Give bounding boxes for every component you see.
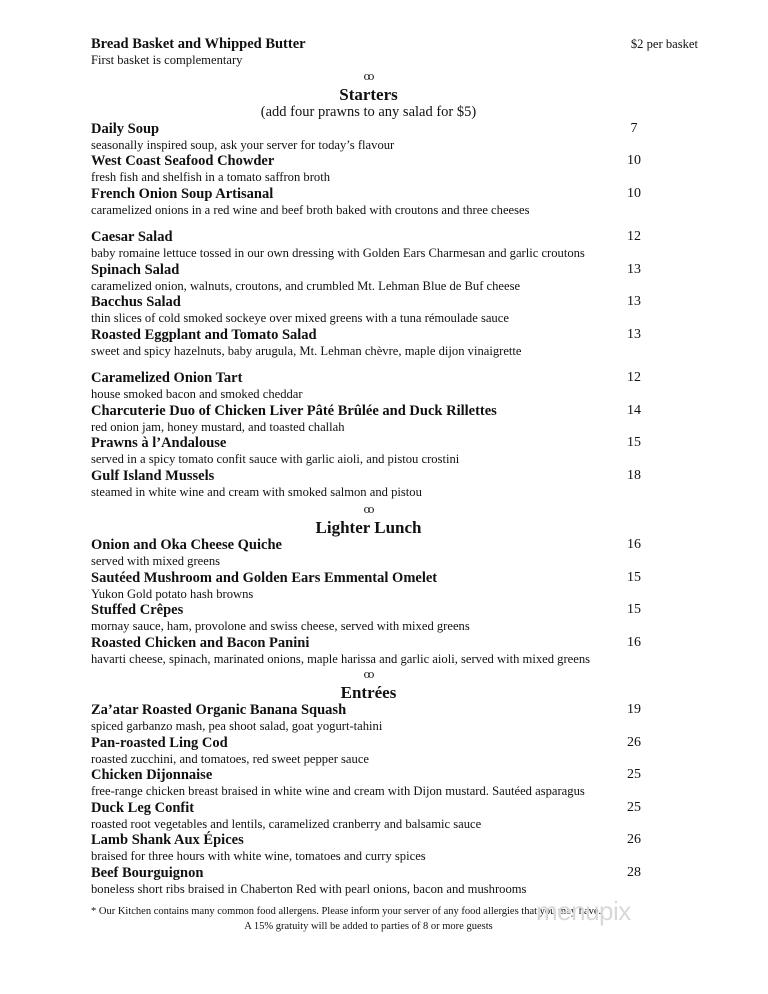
menu-item xyxy=(91,635,646,651)
item-name: Stuffed Crêpes xyxy=(91,602,184,618)
item-price: 13 xyxy=(627,326,641,342)
item-price: 16 xyxy=(627,634,641,650)
item-price: 26 xyxy=(627,832,641,847)
item-name: Roasted Chicken and Bacon Panini xyxy=(91,634,310,651)
item-price: 15 xyxy=(627,602,641,617)
section-title-starters: Starters xyxy=(339,84,398,104)
menu-item xyxy=(91,832,646,848)
entrees-section xyxy=(91,702,646,897)
item-desc: braised for three hours with white wine, tomatoes and curry spices xyxy=(91,849,426,864)
item-desc: mornay sauce, ham, provolone and swiss cheese, served with mixed greens xyxy=(91,619,470,634)
menu-item xyxy=(91,186,646,202)
item-name: Bacchus Salad xyxy=(91,294,181,310)
item-price: 13 xyxy=(627,261,641,277)
menu-item xyxy=(91,229,646,245)
group-spacer xyxy=(91,359,646,370)
menu-item xyxy=(91,435,646,451)
item-name: Gulf Island Mussels xyxy=(91,467,215,484)
item-name: Chicken Dijonnaise xyxy=(91,767,213,783)
menu-item xyxy=(91,602,646,618)
item-name: Pan-roasted Ling Cod xyxy=(91,734,228,751)
item-name: Prawns à l’Andalouse xyxy=(91,435,227,451)
item-desc: havarti cheese, spinach, marinated onions, maple harissa and garlic aioli, served with mixed greens xyxy=(91,651,591,666)
menu-item xyxy=(91,800,646,816)
menu-item xyxy=(91,468,646,484)
item-desc: Yukon Gold potato hash browns xyxy=(91,586,254,601)
item-price: 14 xyxy=(627,402,641,418)
ornament-icon: ꝏ xyxy=(363,504,374,516)
item-desc: thin slices of cold smoked sockeye over mixed greens with a tuna rémoulade sauce xyxy=(91,311,509,326)
menu-item xyxy=(91,702,646,718)
item-desc: house smoked bacon and smoked cheddar xyxy=(91,387,303,402)
menu-item xyxy=(91,865,646,881)
item-price: 18 xyxy=(627,467,641,483)
item-name: Caesar Salad xyxy=(91,229,173,245)
item-price: 15 xyxy=(627,435,641,450)
menu-item xyxy=(91,370,646,386)
item-desc: served with mixed greens xyxy=(91,554,221,569)
item-name: Spinach Salad xyxy=(91,261,180,278)
item-desc: caramelized onion, walnuts, croutons, and crumbled Mt. Lehman Blue de Buf cheese xyxy=(91,278,521,293)
item-desc: red onion jam, honey mustard, and toasted challah xyxy=(91,419,345,434)
item-desc: roasted root vegetables and lentils, caramelized cranberry and balsamic sauce xyxy=(91,816,482,831)
item-name: Za’atar Roasted Organic Banana Squash xyxy=(91,702,347,718)
menu-item xyxy=(91,294,646,310)
item-name: Roasted Eggplant and Tomato Salad xyxy=(91,326,317,343)
section-title-entrees: Entrées xyxy=(340,683,397,702)
menu-item xyxy=(91,570,646,586)
item-name: Caramelized Onion Tart xyxy=(91,370,243,386)
item-desc: fresh fish and shelfish in a tomato saffron broth xyxy=(91,170,330,185)
bread-item xyxy=(91,36,698,52)
item-price: 15 xyxy=(627,569,641,585)
item-name: Lamb Shank Aux Épices xyxy=(91,832,244,848)
menu-item xyxy=(91,121,646,137)
allergen-note: * Our Kitchen contains many common food allergens. Please inform your server of any food allergies that you may have. xyxy=(91,906,602,917)
item-name: Charcuterie Duo of Chicken Liver Pâté Brûlée and Duck Rillettes xyxy=(91,402,497,419)
item-desc: sweet and spicy hazelnuts, baby arugula, Mt. Lehman chèvre, maple dijon vinaigrette xyxy=(91,343,522,358)
menu-item xyxy=(91,767,646,783)
gratuity-note: A 15% gratuity will be added to parties of 8 or more guests xyxy=(244,921,493,932)
item-desc: seasonally inspired soup, ask your server for today’s flavour xyxy=(91,137,395,152)
item-name: Daily Soup xyxy=(91,120,160,137)
item-name: Onion and Oka Cheese Quiche xyxy=(91,537,282,553)
item-desc: caramelized onions in a red wine and beef broth baked with croutons and three cheeses xyxy=(91,202,530,217)
item-desc: free-range chicken breast braised in white wine and cream with Dijon mustard. Sautéed asparagus xyxy=(91,784,585,799)
item-price: 7 xyxy=(630,120,638,136)
item-price: 12 xyxy=(627,229,641,244)
item-price: 28 xyxy=(627,864,641,880)
item-name: French Onion Soup Artisanal xyxy=(91,185,274,202)
item-name: Beef Bourguignon xyxy=(91,864,204,881)
menu-item xyxy=(91,262,646,278)
item-price: 16 xyxy=(627,537,641,552)
item-price: 10 xyxy=(627,185,641,201)
watermark: menupix xyxy=(536,896,631,926)
ornament-icon: ꝏ xyxy=(363,669,374,681)
lunch-section xyxy=(91,537,646,667)
item-price: $2 per basket xyxy=(630,37,698,51)
item-price: 26 xyxy=(627,734,641,750)
item-price: 10 xyxy=(627,153,641,168)
item-name: West Coast Seafood Chowder xyxy=(91,153,275,169)
item-price: 25 xyxy=(627,767,641,782)
group-spacer xyxy=(91,218,646,229)
item-desc: boneless short ribs braised in Chaberton Red with pearl onions, bacon and mushrooms xyxy=(91,881,527,896)
menu-item xyxy=(91,403,646,419)
menu-item xyxy=(91,735,646,751)
section-title-lunch: Lighter Lunch xyxy=(315,518,422,537)
item-name: Bread Basket and Whipped Butter xyxy=(91,36,306,52)
ornament-icon: ꝏ xyxy=(363,70,374,83)
item-desc: First basket is complementary xyxy=(91,53,243,68)
item-desc: baby romaine lettuce tossed in our own dressing with Golden Ears Charmesan and garlic croutons xyxy=(91,246,585,261)
menu-page xyxy=(91,36,698,934)
menu-item xyxy=(91,153,646,169)
item-price: 13 xyxy=(627,294,641,309)
item-price: 12 xyxy=(627,370,641,385)
menu-item xyxy=(91,537,646,553)
item-price: 19 xyxy=(627,702,641,717)
starters-section xyxy=(91,121,646,501)
starters-subtitle: (add four prawns to any salad for $5) xyxy=(260,103,477,120)
item-desc: served in a spicy tomato confit sauce with garlic aioli, and pistou crostini xyxy=(91,452,460,467)
item-price: 25 xyxy=(627,799,641,815)
item-desc: steamed in white wine and cream with smoked salmon and pistou xyxy=(91,484,422,499)
item-name: Sautéed Mushroom and Golden Ears Emmental Omelet xyxy=(91,569,438,586)
item-desc: roasted zucchini, and tomatoes, red sweet pepper sauce xyxy=(91,751,369,766)
item-name: Duck Leg Confit xyxy=(91,799,195,816)
menu-item xyxy=(91,327,646,343)
item-desc: spiced garbanzo mash, pea shoot salad, goat yogurt-tahini xyxy=(91,719,383,734)
